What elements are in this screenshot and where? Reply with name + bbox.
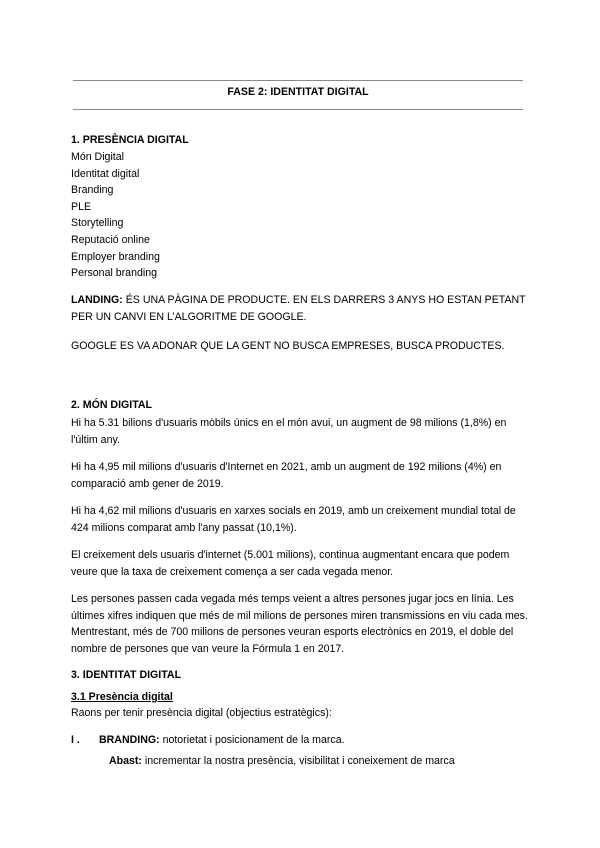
abast-text: incrementar la nostra presència, visibilitat i coneixement de marca — [141, 755, 455, 767]
landing-label: LANDING: — [71, 294, 123, 306]
paragraph: El creixement dels usuaris d'internet (5.001 milions), continua augmentant encara que podem veure que la taxa de creixement comença a ser cada vegada menor. — [71, 549, 510, 578]
landing-text: ÉS UNA PÀGINA DE PRODUCTE. EN ELS DARRERS 3 ANYS HO ESTAN PETANT PER UN CANVI EN L’ALGORITME DE GOOGLE. — [71, 294, 526, 323]
section2-heading: 2. MÓN DIGITAL — [71, 399, 153, 411]
list-number: I . — [71, 734, 80, 746]
branding-text: notorietat i posicionament de la marca. — [159, 734, 345, 746]
paragraph: Les persones passen cada vegada més temps veient a altres persones jugar jocs en línia. Les últimes xifres indiquen que més de mil milions de persones miren transmissions en viu cada mes. Mentrestant, més de 700 milions de persones veuran esports electrònics en 2019, el doble del nombre de persones que van veure la Fórmula 1 en 2017. — [71, 593, 528, 655]
page-title: FASE 2: IDENTITAT DIGITAL — [227, 86, 369, 98]
list-item: Personal branding — [71, 267, 157, 280]
list-item: Employer branding — [71, 250, 160, 263]
paragraph: Hi ha 4,62 mil milions d'usuaris en xarxes socials en 2019, amb un creixement mundial total de 424 milions comparat amb l'any passat (10,1%). — [71, 505, 516, 534]
list-item: Branding — [71, 184, 114, 197]
list-item: PLE — [71, 200, 92, 213]
branding-item — [99, 732, 345, 749]
abast-label: Abast: — [109, 755, 142, 767]
paragraph: Hi ha 4,95 mil milions d'usuaris d'Internet en 2021, amb un augment de 192 milions (4%) en comparació amb gener de 2019. — [71, 461, 502, 490]
top-rule — [73, 80, 523, 81]
list-item: Identitat digital — [71, 167, 140, 180]
section3-subheading: 3.1 Presència digital — [71, 691, 173, 703]
section3-intro: Raons per tenir presència digital (objectius estratègics): — [71, 707, 332, 719]
landing-paragraph — [71, 292, 531, 325]
section3-heading: 3. IDENTITAT DIGITAL — [71, 669, 182, 681]
section1-list — [71, 149, 160, 282]
abast-line — [109, 753, 455, 770]
list-item: Reputació online — [71, 233, 150, 246]
list-item: Storytelling — [71, 217, 124, 230]
branding-label: BRANDING: — [99, 734, 160, 746]
section1-heading: 1. PRESÈNCIA DIGITAL — [71, 134, 189, 146]
list-item: Món Digital — [71, 151, 124, 163]
title-bottom-rule — [73, 109, 523, 110]
paragraph: Hi ha 5.31 bilions d'usuaris mòbils únics en el món avui, un augment de 98 milions (1,8%) en l'últim any. — [71, 417, 507, 446]
google-paragraph: GOOGLE ES VA ADONAR QUE LA GENT NO BUSCA EMPRESES, BUSCA PRODUCTES. — [71, 340, 505, 352]
